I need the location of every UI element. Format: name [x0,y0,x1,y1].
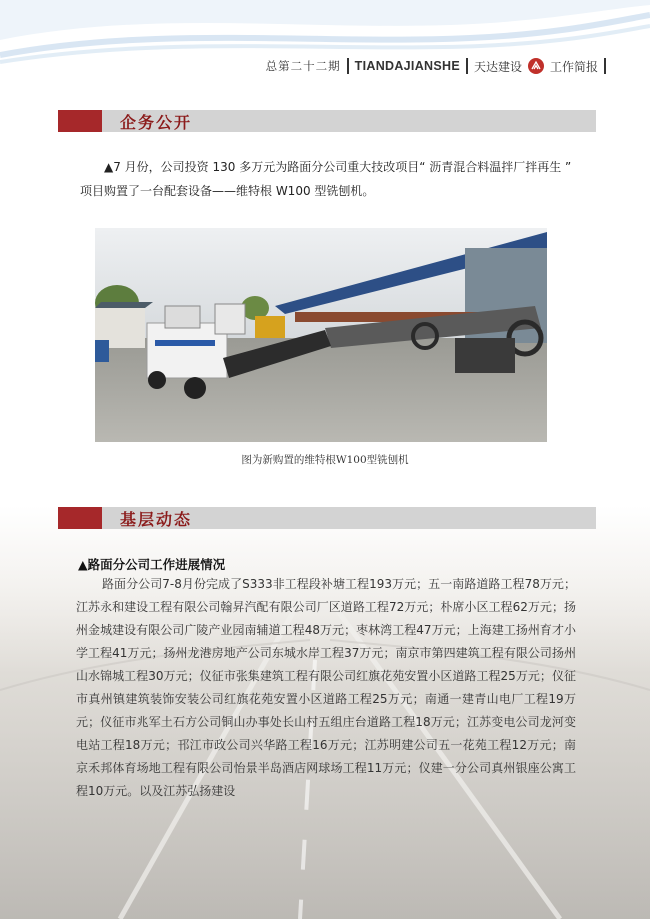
section-heading-company-affairs [58,110,596,132]
photo-caption: 图为新购置的维特根W100型铣刨机 [241,454,409,466]
section-heading-grassroots-news [58,507,596,529]
company-affairs-paragraph [80,155,600,203]
news-body-paragraph: 路面分公司7-8月份完成了S333非工程段补塘工程193万元；五一南路道路工程78万元；江苏永和建设工程有限公司翰昇汽配有限公司厂区道路工程72万元；朴席小区工程62万元；扬州金城建设有限公司广陵产业园南辅道工程48万元；枣林湾工程47万元；上海建工扬州育才小学工程41万元；扬州龙港房地产公司东城水岸工程37万元；南京市第四建筑工程有限公司扬州山水锦城工程30万元；仪征市张集建筑工程有限公司红旗花苑安置小区道路工程25万元；仪征市真州镇建筑装饰安装公司红旗花苑安置小区道路工程25万元；南通一建青山电厂工程19万元；仪征市兆军土石方公司铜山办事处长山村五组庄台道路工程18万元；江苏变电公司龙河变电站工程18万元；邗江市政公司兴华路工程16万元；江苏明建公司五一花苑工程12万元；南京禾邦体育场地工程有限公司怡景半岛酒店网球场工程11万元；仪建一分公司真州银座公寓工程10万元。以及江苏弘扬建设 [76,577,576,798]
section-title: 基层动态 [120,509,193,529]
section-title: 企务公开 [120,112,193,132]
section-accent-block [58,110,102,132]
paragraph-line: ▲7 月份，公司投资 130 多万元为路面分公司重大技改项目“ 沥青混合料温拌厂拌再生 ” [104,160,572,174]
brand-chinese: 天达建设 [473,59,522,74]
news-subheading: ▲路面分公司工作进展情况 [78,557,226,572]
brand-english: TIANDAJIANSHE [354,59,460,73]
header-separator [604,58,606,74]
paragraph-line: 项目购置了一台配套设备——维特根 W100 型铣刨机。 [80,184,375,198]
milling-machine-photo [95,228,547,442]
page-header [266,57,606,75]
issue-number: 总第二十二期 [265,59,341,73]
section-accent-block [58,507,102,529]
header-separator [347,58,349,74]
header-separator [466,58,468,74]
company-logo-icon [528,58,544,74]
publication-name: 工作简报 [549,59,598,74]
